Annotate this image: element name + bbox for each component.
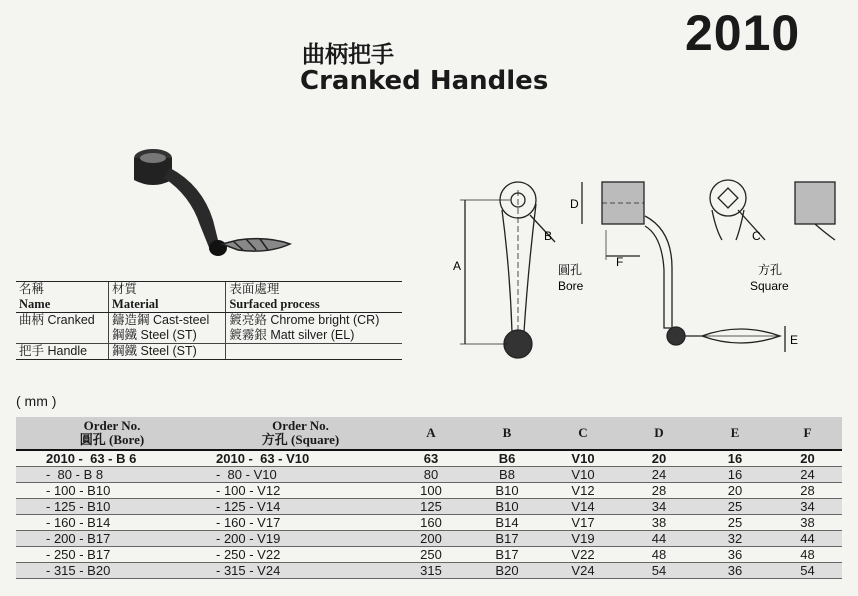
dim-label-d: D — [570, 197, 579, 211]
catalog-number: 2010 — [685, 5, 801, 61]
order-no-square: - 80 - V10 — [208, 467, 393, 483]
table-cell: B10 — [469, 499, 545, 515]
table-cell: 44 — [773, 531, 842, 547]
table-cell: 160 — [393, 515, 469, 531]
table-cell: 315 — [393, 563, 469, 579]
table-row — [16, 467, 842, 483]
order-table — [16, 417, 842, 579]
table-cell: 28 — [773, 483, 842, 499]
table-cell: 100 — [393, 483, 469, 499]
order-no-bore: - 125 - B10 — [16, 499, 208, 515]
table-cell: B17 — [469, 547, 545, 563]
table-cell: V14 — [545, 499, 621, 515]
table-cell: V17 — [545, 515, 621, 531]
order-no-square: - 125 - V14 — [208, 499, 393, 515]
dim-label-e: E — [790, 333, 799, 347]
dim-label-b: B — [544, 229, 553, 243]
order-no-square: 2010 - 63 - V10 — [208, 450, 393, 467]
header-bore-order — [16, 417, 208, 450]
mat-cell: 鋼鐵 Steel (ST) — [109, 328, 226, 344]
order-no-square: - 250 - V22 — [208, 547, 393, 563]
unit-label: ( mm ) — [16, 393, 57, 409]
title-english: Cranked Handles — [300, 66, 549, 96]
table-cell: 200 — [393, 531, 469, 547]
table-cell: B6 — [469, 450, 545, 467]
table-cell: V10 — [545, 450, 621, 467]
table-cell: 36 — [697, 563, 773, 579]
square-label-en: Square — [750, 279, 789, 293]
table-cell: 250 — [393, 547, 469, 563]
table-row — [16, 563, 842, 579]
bore-label-en: Bore — [558, 279, 584, 293]
table-cell: 24 — [621, 467, 697, 483]
mat-cell: 把手 Handle — [16, 344, 109, 360]
table-cell: 20 — [621, 450, 697, 467]
table-row — [16, 483, 842, 499]
mat-header-material-zh: 材質 — [109, 282, 226, 298]
table-cell: 28 — [621, 483, 697, 499]
table-row — [16, 499, 842, 515]
mat-cell: 曲柄 Cranked — [19, 313, 95, 327]
header-col-a: A — [393, 417, 469, 450]
mat-cell: 鍍霧銀 Matt silver (EL) — [226, 328, 402, 344]
table-cell: B17 — [469, 531, 545, 547]
table-cell: V22 — [545, 547, 621, 563]
header-bore-line1: Order No. — [83, 418, 141, 433]
header-col-f: F — [773, 417, 842, 450]
order-no-bore: - 100 - B10 — [16, 483, 208, 499]
dim-label-f: F — [616, 255, 624, 269]
table-cell: 36 — [697, 547, 773, 563]
table-cell: 48 — [773, 547, 842, 563]
mat-header-name-en: Name — [16, 297, 109, 313]
header-bore-line2: 圓孔 (Bore) — [79, 432, 145, 447]
mat-header-process-en: Surfaced process — [226, 297, 402, 313]
table-cell: 38 — [773, 515, 842, 531]
table-cell: 54 — [621, 563, 697, 579]
header-col-d: D — [621, 417, 697, 450]
order-no-square: - 100 - V12 — [208, 483, 393, 499]
table-cell: 80 — [393, 467, 469, 483]
technical-drawing — [440, 160, 850, 370]
table-cell: V24 — [545, 563, 621, 579]
header-square-order — [208, 417, 393, 450]
table-cell: 25 — [697, 515, 773, 531]
product-photo — [118, 140, 308, 270]
order-no-bore: - 160 - B14 — [16, 515, 208, 531]
order-no-bore: - 315 - B20 — [16, 563, 208, 579]
order-no-bore: - 200 - B17 — [16, 531, 208, 547]
mat-header-material-en: Material — [109, 297, 226, 313]
header-square-line2: 方孔 (Square) — [261, 432, 340, 447]
dim-label-c: C — [752, 229, 761, 243]
table-cell: B8 — [469, 467, 545, 483]
dim-label-a: A — [453, 259, 462, 273]
table-cell: V19 — [545, 531, 621, 547]
order-no-square: - 315 - V24 — [208, 563, 393, 579]
table-cell: 125 — [393, 499, 469, 515]
table-cell: B14 — [469, 515, 545, 531]
header-col-e: E — [697, 417, 773, 450]
bore-label-zh: 圓孔 — [558, 263, 583, 277]
table-cell: 20 — [773, 450, 842, 467]
table-cell: 16 — [697, 467, 773, 483]
mat-header-name-zh: 名稱 — [16, 282, 109, 298]
mat-cell: 鍍亮鉻 Chrome bright (CR) — [226, 313, 402, 329]
table-cell: B10 — [469, 483, 545, 499]
table-cell: 54 — [773, 563, 842, 579]
mat-cell: 鑄造鋼 Cast-steel — [109, 313, 226, 329]
mat-cell: 鋼鐵 Steel (ST) — [109, 344, 226, 360]
table-row — [16, 450, 842, 467]
table-row — [16, 531, 842, 547]
table-cell: 16 — [697, 450, 773, 467]
header-col-b: B — [469, 417, 545, 450]
table-cell: 25 — [697, 499, 773, 515]
header-square-line1: Order No. — [272, 418, 329, 433]
order-no-bore: - 250 - B17 — [16, 547, 208, 563]
order-no-square: - 200 - V19 — [208, 531, 393, 547]
table-cell: V12 — [545, 483, 621, 499]
table-cell: V10 — [545, 467, 621, 483]
mat-cell — [226, 344, 402, 360]
table-cell: 32 — [697, 531, 773, 547]
table-cell: 38 — [621, 515, 697, 531]
mat-header-process-zh: 表面處理 — [226, 282, 402, 298]
materials-table — [16, 281, 402, 360]
table-cell: 24 — [773, 467, 842, 483]
table-cell: 63 — [393, 450, 469, 467]
title-chinese: 曲柄把手 — [302, 41, 394, 67]
order-no-square: - 160 - V17 — [208, 515, 393, 531]
table-row — [16, 515, 842, 531]
table-cell: 44 — [621, 531, 697, 547]
table-row — [16, 547, 842, 563]
table-cell: B20 — [469, 563, 545, 579]
order-no-bore: - 80 - B 8 — [16, 467, 208, 483]
mat-cell — [16, 328, 109, 344]
header-col-c: C — [545, 417, 621, 450]
square-label-zh: 方孔 — [758, 263, 783, 277]
table-cell: 48 — [621, 547, 697, 563]
table-cell: 20 — [697, 483, 773, 499]
table-cell: 34 — [773, 499, 842, 515]
order-no-bore: 2010 - 63 - B 6 — [16, 450, 208, 467]
table-cell: 34 — [621, 499, 697, 515]
